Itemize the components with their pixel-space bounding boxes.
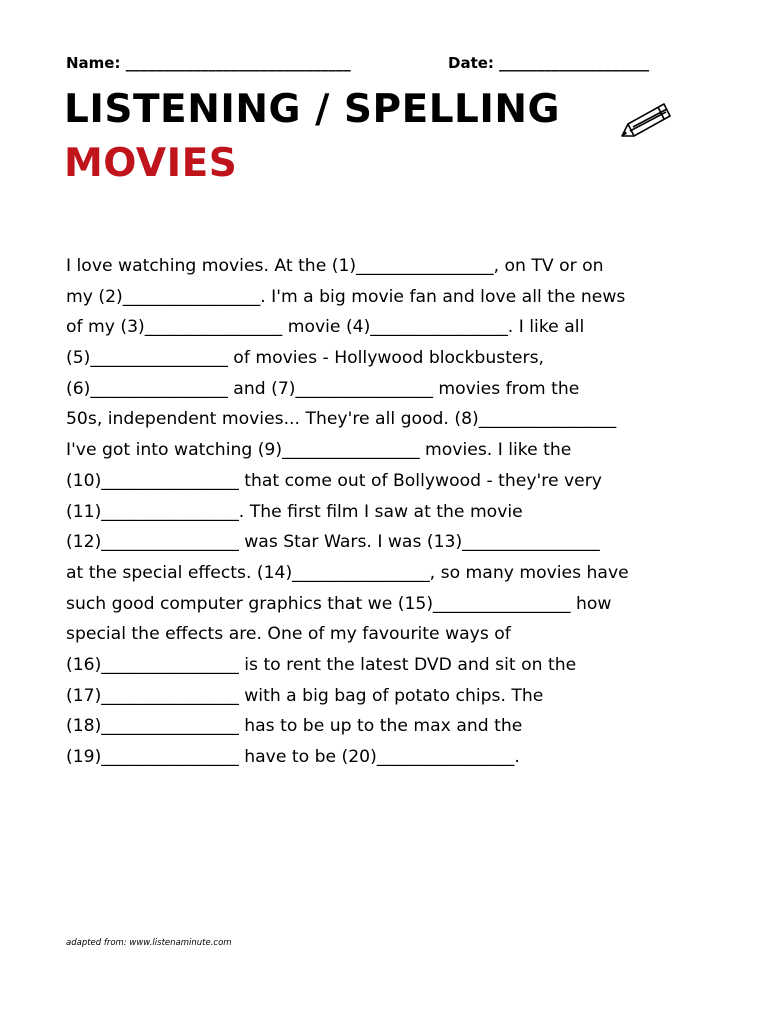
date-field[interactable]: Date: ____________________ [448, 54, 650, 72]
footer-credit: adapted from: www.listenaminute.com [66, 938, 232, 948]
name-field[interactable]: Name: ______________________________ [66, 54, 351, 72]
passage-line: I love watching movies. At the (1)________________, on TV or on [66, 256, 604, 276]
passage-line: I've got into watching (9)________________ movies. I like the [66, 440, 572, 461]
passage-line: (5)________________ of movies - Hollywood blockbusters, [66, 348, 544, 369]
passage [66, 251, 716, 773]
passage-line: 50s, independent movies... They're all good. (8)________________ [66, 409, 617, 430]
passage-line: (6)________________ and (7)________________ movies from the [66, 378, 580, 399]
passage-line: at the special effects. (14)________________, so many movies have [66, 562, 629, 583]
header-row [66, 54, 706, 72]
passage-line: (12)________________ was Star Wars. I was (13)________________ [66, 532, 600, 553]
page-title: LISTENING / SPELLING [64, 87, 561, 132]
pencil-icon [618, 98, 676, 144]
passage-line: (19)________________ have to be (20)________________. [66, 747, 520, 767]
passage-line: (17)________________ with a big bag of potato chips. The [66, 685, 544, 706]
page-subtitle: MOVIES [64, 141, 238, 186]
passage-line: my (2)________________. I'm a big movie fan and love all the news [66, 286, 626, 307]
passage-line: (18)________________ has to be up to the max and the [66, 716, 523, 737]
passage-line: (16)________________ is to rent the latest DVD and sit on the [66, 654, 577, 675]
passage-line: (10)________________ that come out of Bollywood - they're very [66, 470, 602, 491]
passage-line: (11)________________. The first film I saw at the movie [66, 501, 523, 522]
passage-line: special the effects are. One of my favourite ways of [66, 624, 511, 645]
passage-line: such good computer graphics that we (15)________________ how [66, 593, 612, 614]
passage-line: of my (3)________________ movie (4)________________. I like all [66, 317, 585, 338]
